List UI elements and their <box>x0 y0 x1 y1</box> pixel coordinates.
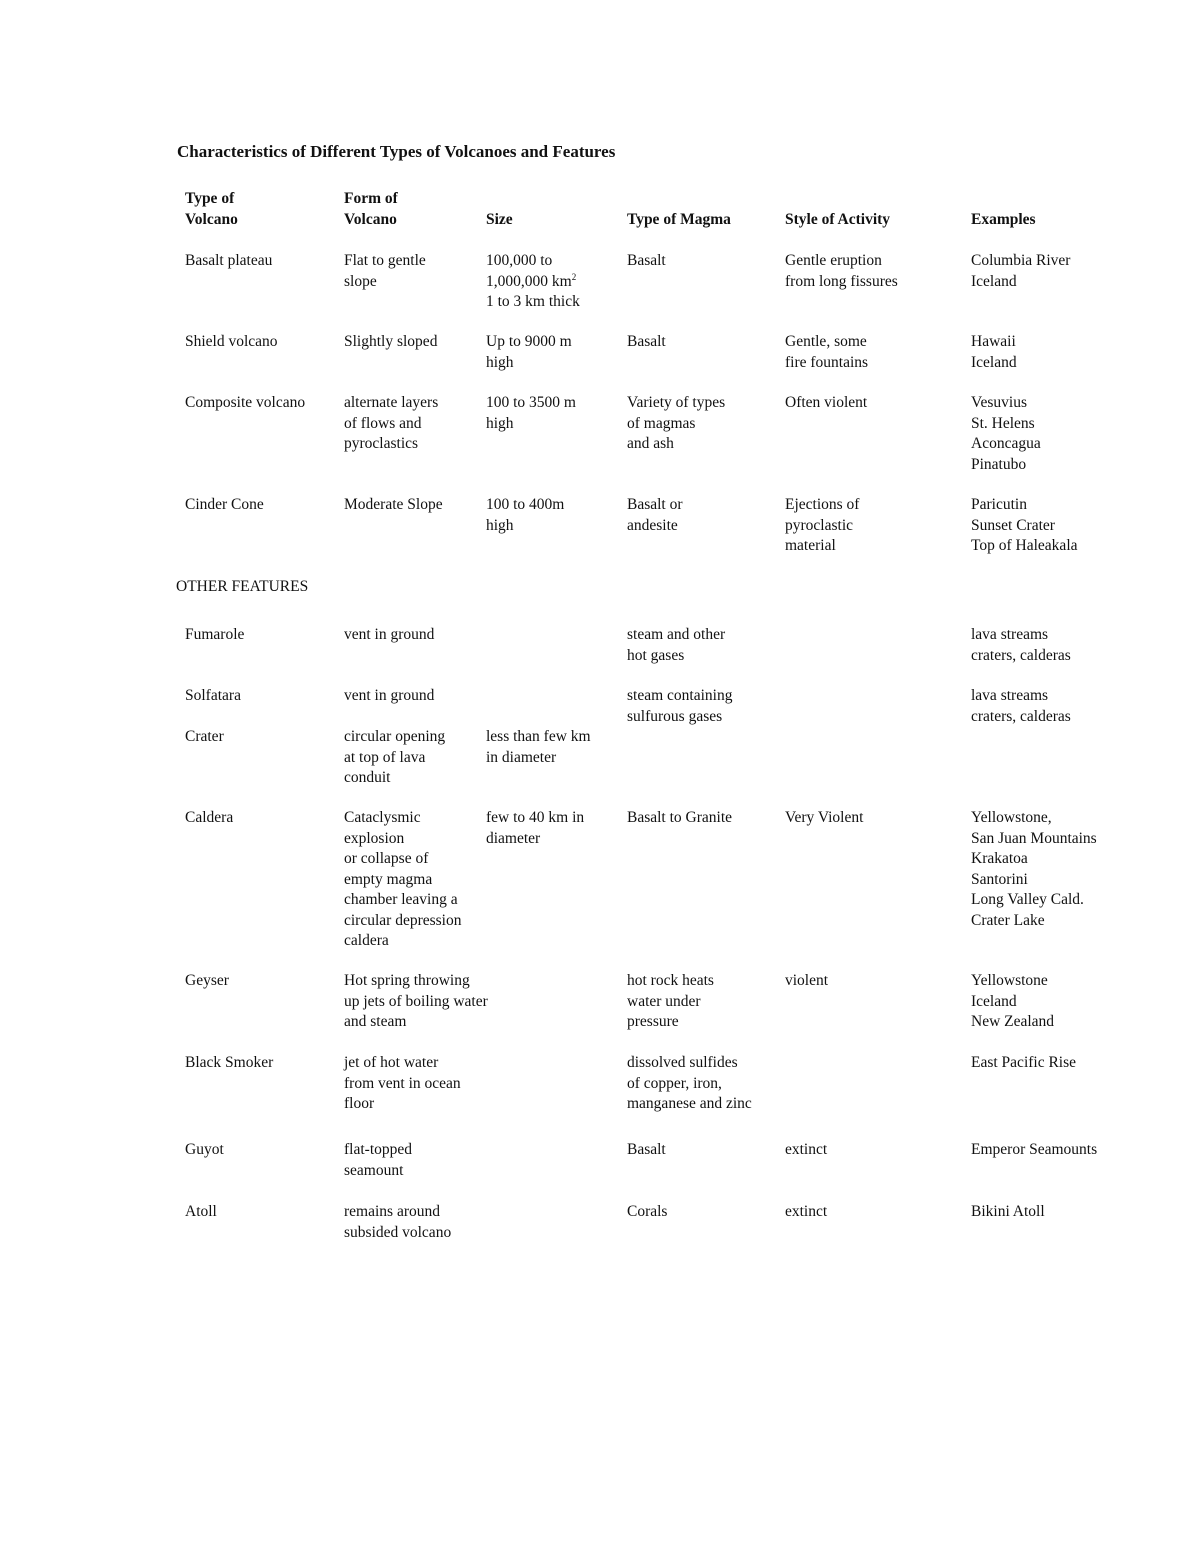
cell-line: Slightly sloped <box>344 333 438 350</box>
table-cell-magma <box>627 686 732 727</box>
cell-line: Iceland <box>971 992 1017 1010</box>
cell-line: andesite <box>627 516 678 534</box>
cell-line: St. Helens <box>971 414 1035 432</box>
cell-line: Long Valley Cald. <box>971 891 1084 908</box>
cell-line: Atoll <box>185 1203 217 1220</box>
table-cell-examples <box>971 393 1041 475</box>
table-cell-magma <box>627 332 666 353</box>
cell-line: of magmas <box>627 414 696 432</box>
table-cell-magma <box>627 625 725 666</box>
cell-line: material <box>785 537 836 554</box>
column-header-form <box>344 189 398 230</box>
cell-line: Moderate Slope <box>344 496 443 513</box>
table-cell-magma <box>627 971 714 1033</box>
cell-line: chamber leaving a <box>344 891 458 908</box>
cell-line: diameter <box>486 829 541 847</box>
cell-line: of flows and <box>344 414 422 432</box>
table-cell-form <box>344 727 445 789</box>
cell-line: Solfatara <box>185 687 241 704</box>
cell-line: circular depression <box>344 911 462 929</box>
cell-line: few to 40 km in <box>486 809 585 826</box>
cell-line: caldera <box>344 932 389 949</box>
cell-line: manganese and zinc <box>627 1095 752 1112</box>
cell-line: floor <box>344 1095 375 1112</box>
cell-line: Often violent <box>785 394 868 411</box>
cell-line: Style of Activity <box>785 210 891 228</box>
cell-line: water under <box>627 992 701 1010</box>
column-header-examples <box>971 210 1036 231</box>
cell-line: Hot spring throwing <box>344 972 470 989</box>
table-cell-type <box>185 727 224 748</box>
other-features-heading: OTHER FEATURES <box>176 578 309 595</box>
cell-line: sulfurous gases <box>627 707 723 725</box>
cell-line: extinct <box>785 1141 828 1158</box>
cell-line: craters, calderas <box>971 646 1071 664</box>
cell-line: slope <box>344 272 377 290</box>
cell-line: Very Violent <box>785 809 864 826</box>
cell-line: 1,000,000 $km^2$ <box>486 271 577 290</box>
cell-line: Basalt <box>627 1141 666 1158</box>
cell-line: lava streams <box>971 626 1049 643</box>
cell-line: Composite volcano <box>185 394 306 411</box>
cell-line: hot gases <box>627 646 685 664</box>
cell-line: Vesuvius <box>971 394 1027 411</box>
table-cell-form <box>344 625 434 646</box>
cell-line: less than few km <box>486 728 591 745</box>
table-cell-activity <box>785 971 828 992</box>
cell-line: pyroclastics <box>344 435 419 452</box>
cell-line: Volcano <box>344 210 397 228</box>
cell-line: Corals <box>627 1203 668 1220</box>
cell-line: high <box>486 414 514 432</box>
table-cell-type <box>185 251 272 272</box>
cell-line: pyroclastic <box>785 516 854 534</box>
cell-line: subsided volcano <box>344 1223 452 1241</box>
column-header-type <box>185 189 238 230</box>
table-cell-size <box>486 495 564 536</box>
cell-line: 1 to 3 km thick <box>486 293 580 310</box>
cell-line: circular opening <box>344 728 446 745</box>
cell-line: Form of <box>344 190 398 207</box>
table-cell-examples <box>971 686 1071 727</box>
cell-line: extinct <box>785 1203 828 1220</box>
table-cell-examples <box>971 332 1017 373</box>
cell-line: Hawaii <box>971 333 1016 350</box>
cell-line: violent <box>785 972 829 989</box>
table-cell-size <box>486 808 584 849</box>
table-cell-examples <box>971 1202 1045 1223</box>
table-cell-type <box>185 1202 217 1223</box>
cell-line: from vent in ocean <box>344 1074 461 1092</box>
cell-line: Guyot <box>185 1141 224 1158</box>
table-cell-form <box>344 495 443 516</box>
table-cell-type <box>185 625 244 646</box>
cell-line: Black Smoker <box>185 1054 274 1071</box>
cell-line: Pinatubo <box>971 455 1027 473</box>
table-cell-type <box>185 393 305 414</box>
cell-line: New Zealand <box>971 1013 1055 1030</box>
cell-line: at top of lava <box>344 748 426 766</box>
cell-line: Krakatoa <box>971 850 1028 867</box>
cell-line: explosion <box>344 829 405 847</box>
cell-line: from long fissures <box>785 272 898 290</box>
cell-line: Sunset Crater <box>971 516 1055 534</box>
table-cell-form <box>344 393 438 455</box>
cell-line: and ash <box>627 435 674 452</box>
table-cell-magma <box>627 251 666 272</box>
table-cell-size <box>486 393 576 434</box>
cell-line: Basalt plateau <box>185 252 273 269</box>
cell-line: vent in ground <box>344 626 435 643</box>
cell-line: Caldera <box>185 809 234 826</box>
cell-line: steam and other <box>627 626 726 643</box>
cell-line: dissolved sulfides <box>627 1054 738 1071</box>
table-cell-type <box>185 686 241 707</box>
cell-line: Aconcagua <box>971 435 1041 452</box>
cell-line: Size <box>486 210 513 228</box>
table-cell-activity <box>785 393 867 414</box>
table-cell-size <box>486 332 572 373</box>
cell-line: lava streams <box>971 687 1049 704</box>
table-cell-form <box>344 1053 461 1115</box>
table-cell-magma <box>627 1053 752 1115</box>
cell-line: in diameter <box>486 748 557 766</box>
cell-line: craters, calderas <box>971 707 1071 725</box>
cell-line: Cinder Cone <box>185 496 264 513</box>
table-cell-form <box>344 808 462 952</box>
cell-line: empty magma <box>344 870 433 888</box>
table-cell-activity <box>785 495 859 557</box>
table-cell-examples <box>971 971 1054 1033</box>
table-cell-type <box>185 1053 273 1074</box>
cell-line: of copper, iron, <box>627 1074 722 1092</box>
table-cell-form <box>344 332 437 353</box>
cell-line: Yellowstone, <box>971 809 1052 826</box>
cell-line: steam containing <box>627 687 733 704</box>
cell-line: Cataclysmic <box>344 809 421 826</box>
table-cell-magma <box>627 495 683 536</box>
cell-line: Variety of types <box>627 394 726 411</box>
column-header-size <box>486 210 513 231</box>
table-cell-examples <box>971 808 1097 931</box>
table-cell-type <box>185 332 278 353</box>
cell-line: Volcano <box>185 210 238 228</box>
cell-line: or collapse of <box>344 850 429 867</box>
cell-line: Type of <box>185 190 235 207</box>
table-cell-form <box>344 1202 451 1243</box>
table-cell-activity <box>785 808 863 829</box>
cell-line: and steam <box>344 1013 407 1030</box>
cell-line: Shield volcano <box>185 333 278 350</box>
cell-line: Basalt or <box>627 496 683 513</box>
table-cell-form <box>344 251 426 292</box>
table-cell-activity <box>785 1202 827 1223</box>
table-cell-activity <box>785 332 868 373</box>
cell-line: Emperor Seamounts <box>971 1141 1098 1158</box>
cell-line: Basalt <box>627 333 666 350</box>
cell-line: vent in ground <box>344 687 435 704</box>
cell-line: Top of Haleakala <box>971 537 1078 554</box>
cell-line: Santorini <box>971 870 1028 888</box>
cell-line: jet of hot water <box>344 1054 439 1071</box>
cell-line: Gentle, some <box>785 333 867 350</box>
cell-line: Gentle eruption <box>785 252 882 269</box>
cell-line: Flat to gentle <box>344 252 426 269</box>
cell-line: seamount <box>344 1161 404 1179</box>
cell-line: Geyser <box>185 972 229 989</box>
unit-superscript: 2 <box>571 271 577 282</box>
cell-line: fire fountains <box>785 353 869 371</box>
cell-line: Yellowstone <box>971 972 1048 989</box>
cell-line: hot rock heats <box>627 972 714 989</box>
table-cell-form <box>344 686 434 707</box>
table-cell-size <box>486 251 580 313</box>
cell-line: Ejections of <box>785 496 860 513</box>
table-cell-form <box>344 1140 412 1181</box>
cell-line: high <box>486 516 514 534</box>
table-cell-activity <box>785 1140 827 1161</box>
cell-line: Fumarole <box>185 626 245 643</box>
cell-line: high <box>486 353 514 371</box>
cell-line: Iceland <box>971 353 1017 371</box>
cell-line: 100 to 400m <box>486 496 565 513</box>
table-cell-magma <box>627 1202 667 1223</box>
page-title: Characteristics of Different Types of Volcanoes and Features <box>177 142 616 161</box>
cell-line: Examples <box>971 210 1036 228</box>
cell-line: Up to 9000 m <box>486 333 572 350</box>
cell-line: 100,000 to <box>486 252 553 269</box>
table-cell-magma <box>627 393 725 455</box>
cell-line: Crater Lake <box>971 911 1045 929</box>
cell-line: conduit <box>344 769 391 786</box>
cell-line: Columbia River <box>971 252 1071 269</box>
table-cell-examples <box>971 495 1078 557</box>
cell-line: Iceland <box>971 272 1017 290</box>
table-cell-examples <box>971 1053 1076 1074</box>
table-cell-type <box>185 808 233 829</box>
table-cell-examples <box>971 251 1070 292</box>
cell-line: 100 to 3500 m <box>486 394 576 411</box>
cell-line: Type of Magma <box>627 210 731 228</box>
cell-line: up jets of boiling water <box>344 992 488 1010</box>
table-cell-type <box>185 1140 224 1161</box>
cell-line: Basalt <box>627 252 666 269</box>
cell-line: San Juan Mountains <box>971 829 1097 847</box>
cell-line: remains around <box>344 1203 440 1220</box>
cell-line: Bikini Atoll <box>971 1203 1045 1220</box>
cell-line: flat-topped <box>344 1141 413 1158</box>
table-cell-examples <box>971 1140 1097 1161</box>
cell-line: Crater <box>185 728 224 745</box>
table-cell-activity <box>785 251 898 292</box>
cell-line: pressure <box>627 1013 679 1030</box>
cell-line: Paricutin <box>971 496 1027 513</box>
table-cell-type <box>185 495 264 516</box>
cell-line: Basalt to Granite <box>627 809 733 826</box>
cell-line: alternate layers <box>344 394 439 411</box>
table-cell-magma <box>627 808 732 829</box>
column-header-activity <box>785 210 890 231</box>
cell-line: East Pacific Rise <box>971 1054 1077 1071</box>
table-cell-examples <box>971 625 1071 666</box>
table-cell-form <box>344 971 488 1033</box>
table-cell-type <box>185 971 229 992</box>
table-cell-size <box>486 727 591 768</box>
column-header-magma <box>627 210 731 231</box>
table-cell-magma <box>627 1140 666 1161</box>
